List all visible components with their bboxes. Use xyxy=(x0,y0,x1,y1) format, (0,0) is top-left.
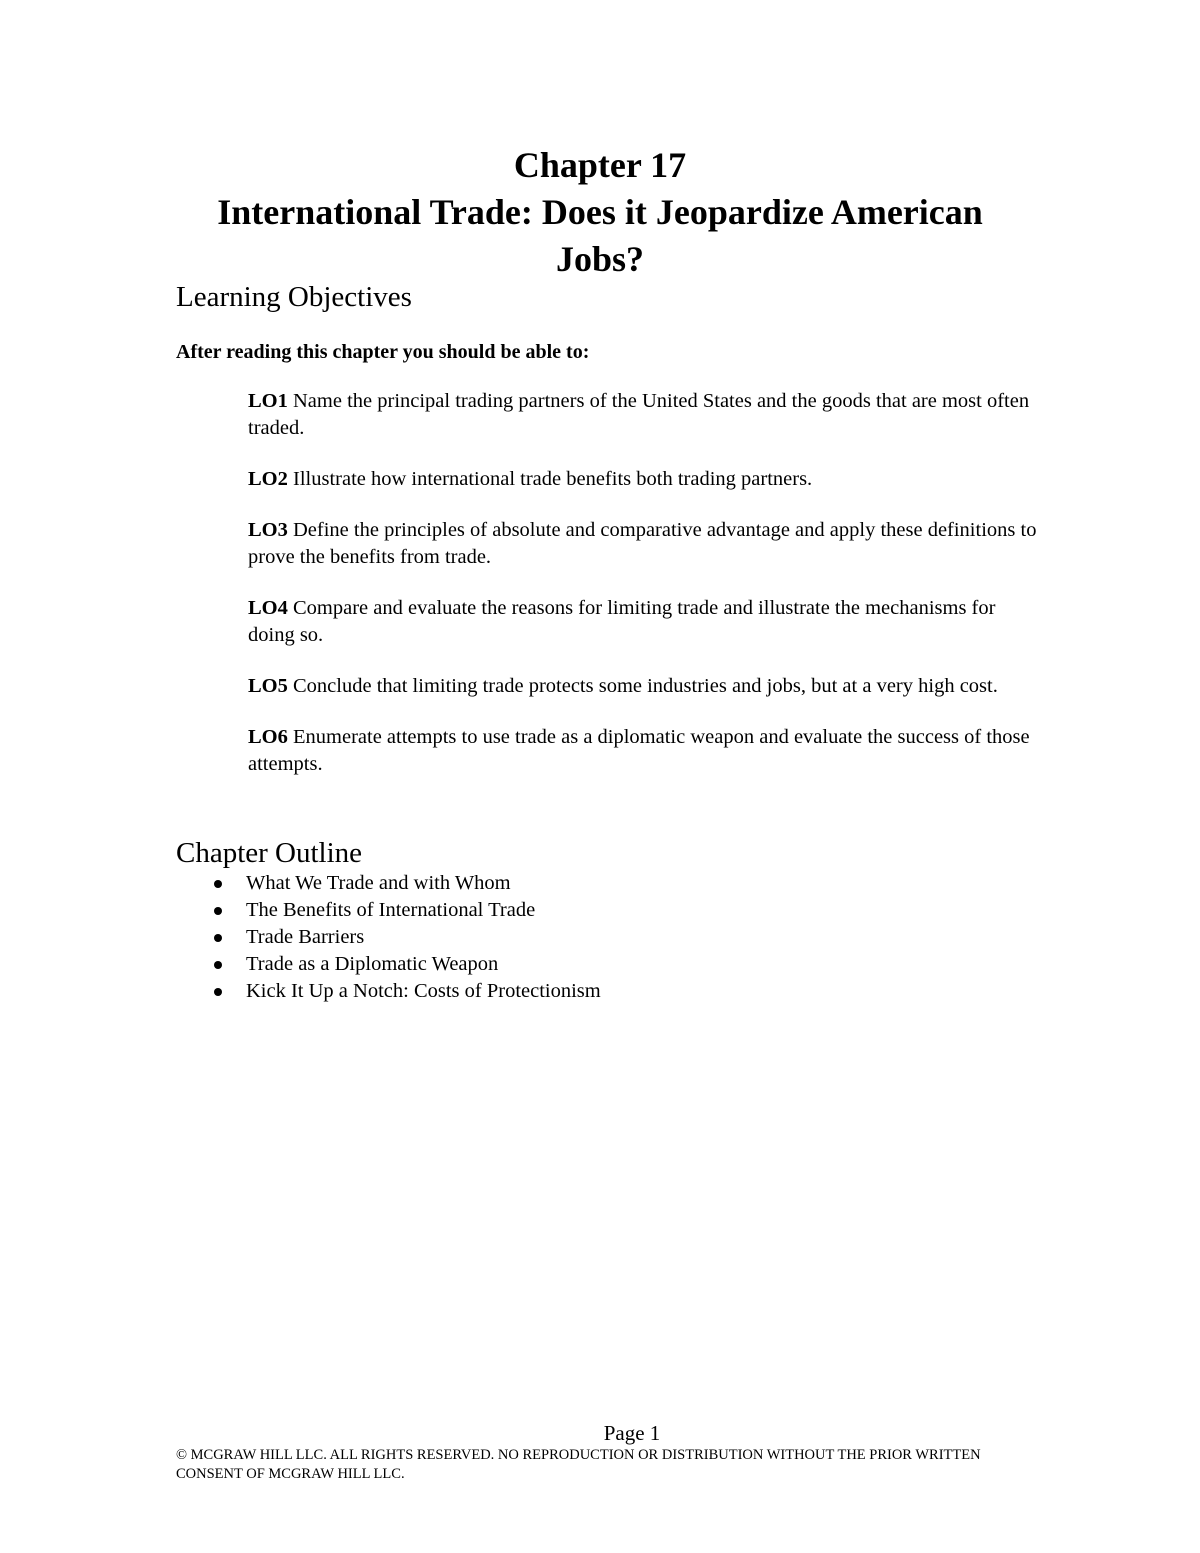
objective-text: Name the principal trading partners of the United States and the goods that are most often traded. xyxy=(248,390,1030,439)
chapter-number: Chapter 17 xyxy=(513,145,687,185)
objective-code: LO4 xyxy=(248,597,288,619)
learning-objectives-intro: After reading this chapter you should be able to: xyxy=(176,341,590,363)
objective-lo2 xyxy=(248,466,1038,493)
outline-item-text: Kick It Up a Notch: Costs of Protectionism xyxy=(246,980,601,1002)
bullet-icon xyxy=(214,934,222,942)
outline-item xyxy=(176,924,976,951)
objective-lo5 xyxy=(248,673,1038,700)
chapter-title xyxy=(170,142,1030,283)
objective-code: LO6 xyxy=(248,726,288,748)
bullet-icon xyxy=(214,961,222,969)
objective-text: Enumerate attempts to use trade as a diplomatic weapon and evaluate the success of those attempts. xyxy=(248,726,1030,775)
learning-objectives-list xyxy=(248,388,1038,802)
objective-lo3 xyxy=(248,517,1038,571)
objective-lo6 xyxy=(248,724,1038,778)
bullet-icon xyxy=(214,907,222,915)
outline-item-text: Trade Barriers xyxy=(246,926,365,948)
objective-code: LO2 xyxy=(248,468,288,490)
chapter-title-line-1: International Trade: Does it Jeopardize American xyxy=(217,192,983,232)
outline-item xyxy=(176,897,976,924)
copyright-notice: © MCGRAW HILL LLC. ALL RIGHTS RESERVED. NO REPRODUCTION OR DISTRIBUTION WITHOUT THE PRIOR WRITTEN CONSENT OF MCGRAW HILL LLC. xyxy=(176,1447,981,1482)
objective-code: LO1 xyxy=(248,390,288,412)
objective-lo1 xyxy=(248,388,1038,442)
bullet-icon xyxy=(214,988,222,996)
objective-code: LO3 xyxy=(248,519,288,541)
outline-item-text: Trade as a Diplomatic Weapon xyxy=(246,953,499,975)
chapter-title-line-2: Jobs? xyxy=(555,239,645,279)
chapter-outline-heading: Chapter Outline xyxy=(176,837,363,869)
learning-objectives-heading: Learning Objectives xyxy=(176,281,412,313)
objective-lo4 xyxy=(248,595,1038,649)
outline-item xyxy=(176,951,976,978)
chapter-outline-list xyxy=(176,870,976,1005)
objective-text: Illustrate how international trade benefits both trading partners. xyxy=(293,468,813,490)
outline-item xyxy=(176,870,976,897)
objective-text: Conclude that limiting trade protects some industries and jobs, but at a very high cost. xyxy=(293,675,998,697)
page-number: Page 1 xyxy=(603,1421,661,1445)
objective-text: Compare and evaluate the reasons for limiting trade and illustrate the mechanisms for doing so. xyxy=(248,597,996,646)
bullet-icon xyxy=(214,880,222,888)
objective-code: LO5 xyxy=(248,675,288,697)
outline-item xyxy=(176,978,976,1005)
outline-item-text: What We Trade and with Whom xyxy=(246,872,511,894)
outline-item-text: The Benefits of International Trade xyxy=(246,899,536,921)
objective-text: Define the principles of absolute and comparative advantage and apply these definitions to prove the benefits from trade. xyxy=(248,519,1037,568)
